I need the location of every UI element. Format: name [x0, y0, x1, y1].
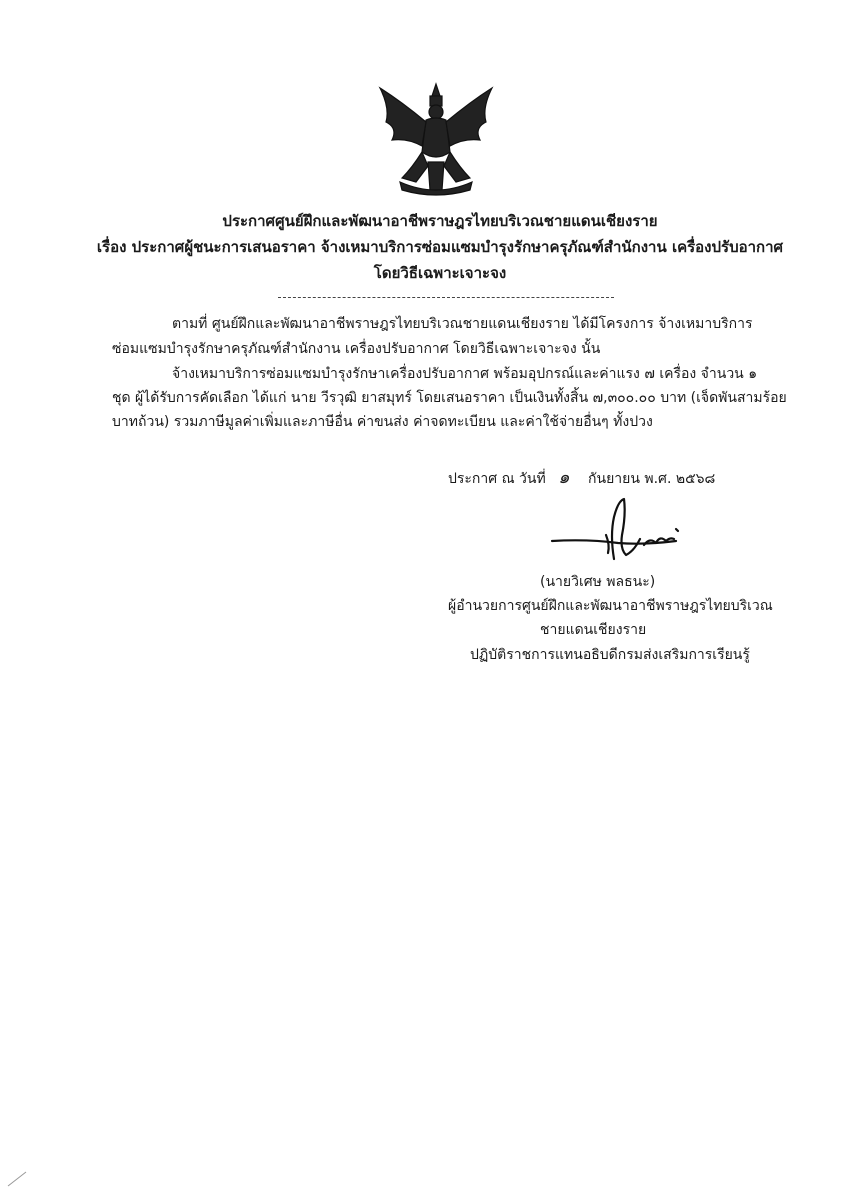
divider-line: [278, 297, 614, 298]
announcement-title: ประกาศศูนย์ฝึกและพัฒนาอาชีพราษฎรไทยบริเวณชายแดนเชียงราย: [222, 212, 658, 230]
announcement-subject: เรื่อง ประกาศผู้ชนะการเสนอราคา จ้างเหมาบริการซ่อมแซมบำรุงรักษาครุภัณฑ์สำนักงาน เครื่องปรับอากาศ: [96, 238, 784, 256]
signatory-name: (นายวิเศษ พลธนะ): [540, 574, 656, 590]
announcement-date: [448, 466, 715, 491]
scan-corner-mark: [6, 1158, 36, 1188]
body-paragraph-2-line-1: จ้างเหมาบริการซ่อมแซมบำรุงรักษาเครื่องปรับอากาศ พร้อมอุปกรณ์และค่าแรง ๗ เครื่อง จำนวน ๑: [172, 366, 758, 382]
date-day: ๑: [558, 467, 570, 488]
date-prefix: ประกาศ ณ วันที่: [448, 471, 546, 487]
body-paragraph-1-line-2: ซ่อมแซมบำรุงรักษาครุภัณฑ์สำนักงาน เครื่องปรับอากาศ โดยวิธีเฉพาะเจาะจง นั้น: [112, 341, 601, 357]
garuda-emblem-icon: [372, 82, 500, 200]
body-paragraph-1-line-1: ตามที่ ศูนย์ฝึกและพัฒนาอาชีพราษฎรไทยบริเวณชายแดนเชียงราย ได้มีโครงการ จ้างเหมาบริการ: [172, 316, 753, 332]
announcement-method: โดยวิธีเฉพาะเจาะจง: [373, 264, 507, 282]
handwritten-signature: [548, 495, 688, 565]
date-month-year: กันยายน พ.ศ. ๒๕๖๘: [588, 471, 716, 487]
signatory-title-line-3: ปฏิบัติราชการแทนอธิบดีกรมส่งเสริมการเรียนรู้: [470, 647, 750, 663]
signatory-title-line-1: ผู้อำนวยการศูนย์ฝึกและพัฒนาอาชีพราษฎรไทยบริเวณ: [448, 598, 773, 614]
signatory-title-line-2: ชายแดนเชียงราย: [540, 622, 647, 638]
body-paragraph-2-line-3: บาทถ้วน) รวมภาษีมูลค่าเพิ่มและภาษีอื่น ค่าขนส่ง ค่าจดทะเบียน และค่าใช้จ่ายอื่นๆ ทั้งปวง: [112, 414, 653, 430]
body-paragraph-2-line-2: ชุด ผู้ได้รับการคัดเลือก ได้แก่ นาย วีรวุฒิ ยาสมุทร์ โดยเสนอราคา เป็นเงินทั้งสิ้น ๗,๓๐๐.๐๐ บาท (เจ็ดพันสามร้อย: [112, 390, 787, 406]
